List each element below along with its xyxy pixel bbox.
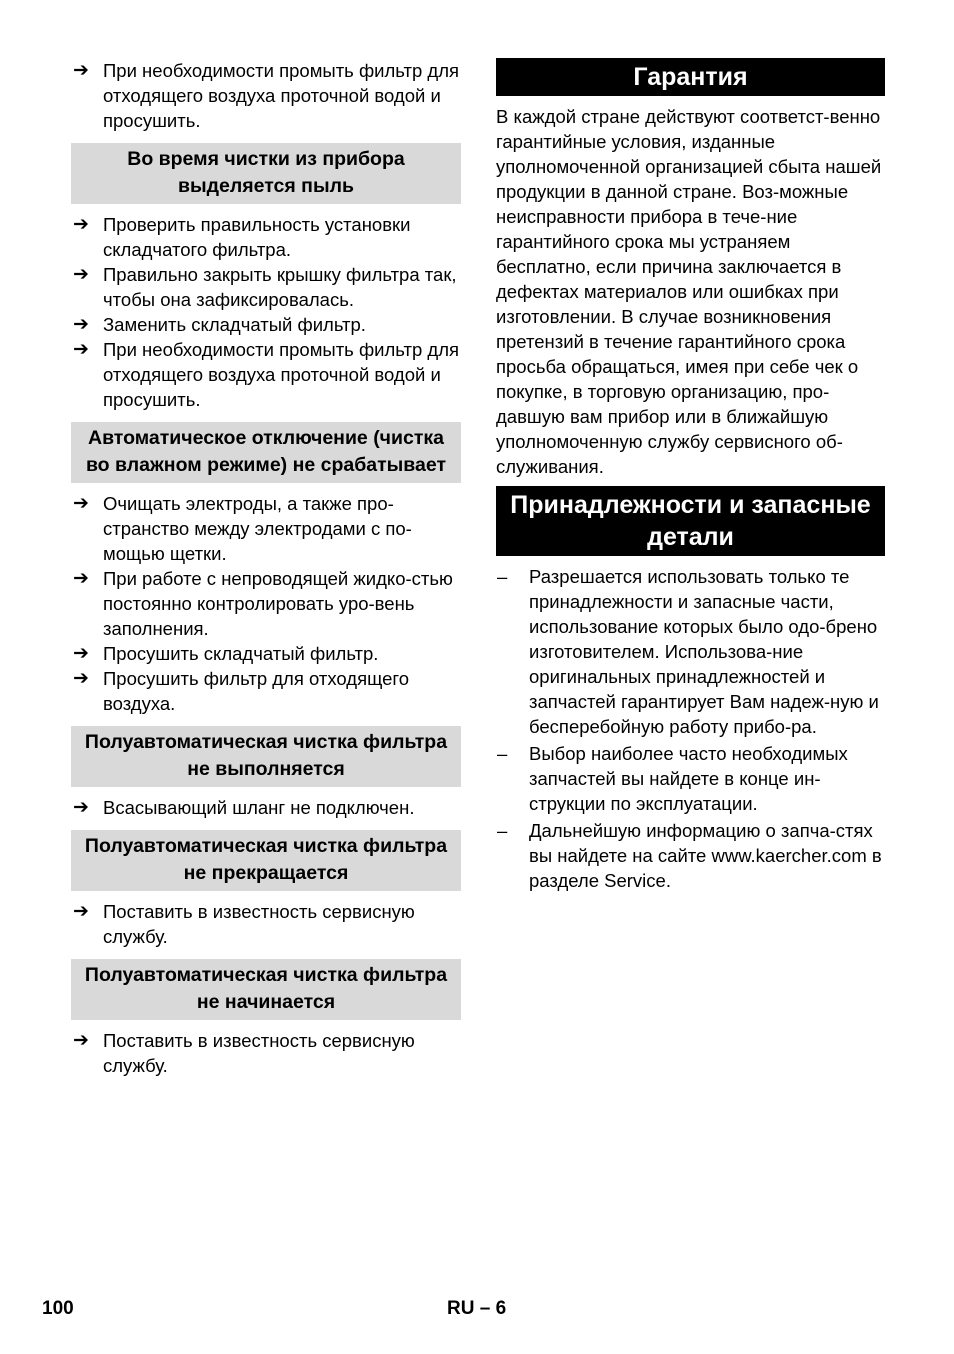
arrow-icon: ➔ bbox=[73, 214, 89, 235]
left-column bbox=[71, 58, 461, 1078]
list-item bbox=[71, 1028, 461, 1078]
list-item bbox=[71, 899, 461, 949]
section-heading: Во время чистки из прибора выделяется пыль bbox=[71, 143, 461, 204]
list-item bbox=[71, 58, 461, 133]
list-item-text: При необходимости промыть фильтр для отходящего воздуха проточной водой и просушить. bbox=[103, 60, 460, 131]
list-item-text: Просушить фильтр для отходящего воздуха. bbox=[103, 668, 410, 714]
list-item bbox=[71, 212, 461, 262]
list-item-text: Выбор наиболее часто необходимых запчастей вы найдете в конце ин-струкции по эксплуатации. bbox=[529, 743, 848, 814]
arrow-icon: ➔ bbox=[73, 568, 89, 589]
list-item bbox=[71, 262, 461, 312]
list-item bbox=[496, 818, 885, 893]
list-item bbox=[71, 491, 461, 566]
arrow-icon: ➔ bbox=[73, 1030, 89, 1051]
section-heading: Автоматическое отключение (чистка во влажном режиме) не срабатывает bbox=[71, 422, 461, 483]
arrow-icon: ➔ bbox=[73, 493, 89, 514]
dash-icon: – bbox=[497, 566, 508, 587]
list-item-text: Дальнейшую информацию о запча-стях вы найдете на сайте www.kaercher.com в разделе Service. bbox=[529, 820, 882, 891]
list-item-text: Очищать электроды, а также про-странство между электродами с по-мощью щетки. bbox=[103, 493, 412, 564]
section-heading: Полуавтоматическая чистка фильтра не начинается bbox=[71, 959, 461, 1020]
arrow-icon: ➔ bbox=[73, 339, 89, 360]
arrow-icon: ➔ bbox=[73, 60, 89, 81]
list-item-text: Проверить правильность установки складчатого фильтра. bbox=[103, 214, 411, 260]
arrow-icon: ➔ bbox=[73, 797, 89, 818]
list-item bbox=[71, 666, 461, 716]
list-item-text: При работе с непроводящей жидко-стью постоянно контролировать уро-вень заполнения. bbox=[103, 568, 453, 639]
list-item bbox=[496, 741, 885, 816]
list-item-text: Заменить складчатый фильтр. bbox=[103, 314, 366, 335]
warranty-text: В каждой стране действуют соответст-венно гарантийные условия, изданные уполномоченной организацией сбыта нашей продукции в данной стране. Воз-можные неисправности прибора в тече-ние гарантийного срока мы устраняем бесплатно, если причина заключается в дефектах материалов или ошибках при изготовлении. В случае возникновения претензий в течение гарантийного срока просьба обращаться, имея при себе чек о покупке, в торговую организацию, про-давшую вам прибор или в ближайшую уполномоченную службу сервисного об-служивания. bbox=[496, 106, 882, 477]
warranty-heading: Гарантия bbox=[496, 58, 885, 96]
list-item-text: Всасывающий шланг не подключен. bbox=[103, 797, 415, 818]
language-page-label: RU – 6 bbox=[447, 1298, 507, 1319]
list-item-text: При необходимости промыть фильтр для отходящего воздуха проточной водой и просушить. bbox=[103, 339, 460, 410]
troubleshooting-sections bbox=[71, 143, 461, 1078]
accessories-heading: Принадлежности и запасные детали bbox=[496, 486, 885, 556]
list-item bbox=[71, 312, 461, 337]
section-heading: Полуавтоматическая чистка фильтра не выполняется bbox=[71, 726, 461, 787]
arrow-icon: ➔ bbox=[73, 668, 89, 689]
list-item-text: Разрешается использовать только те принадлежности и запасные части, использование которых было одо-брено изготовителем. Использова-ние оригинальных принадлежностей и запчастей гарантирует Вам надеж-ную и бесперебойную работу прибо-ра. bbox=[529, 566, 879, 737]
list-item bbox=[71, 795, 461, 820]
arrow-icon: ➔ bbox=[73, 314, 89, 335]
dash-icon: – bbox=[497, 743, 508, 764]
arrow-icon: ➔ bbox=[73, 901, 89, 922]
dash-icon: – bbox=[497, 820, 508, 841]
list-item bbox=[71, 641, 461, 666]
arrow-icon: ➔ bbox=[73, 643, 89, 664]
list-item-text: Правильно закрыть крышку фильтра так, чтобы она зафиксировалась. bbox=[103, 264, 457, 310]
list-item bbox=[496, 564, 885, 739]
list-item-text: Поставить в известность сервисную службу. bbox=[103, 901, 415, 947]
page-number: 100 bbox=[42, 1298, 74, 1319]
accessories-list bbox=[496, 564, 885, 893]
list-item-text: Просушить складчатый фильтр. bbox=[103, 643, 379, 664]
arrow-icon: ➔ bbox=[73, 264, 89, 285]
list-item-text: Поставить в известность сервисную службу. bbox=[103, 1030, 415, 1076]
list-item bbox=[71, 337, 461, 412]
list-item bbox=[71, 566, 461, 641]
section-heading: Полуавтоматическая чистка фильтра не прекращается bbox=[71, 830, 461, 891]
right-column bbox=[496, 58, 885, 895]
